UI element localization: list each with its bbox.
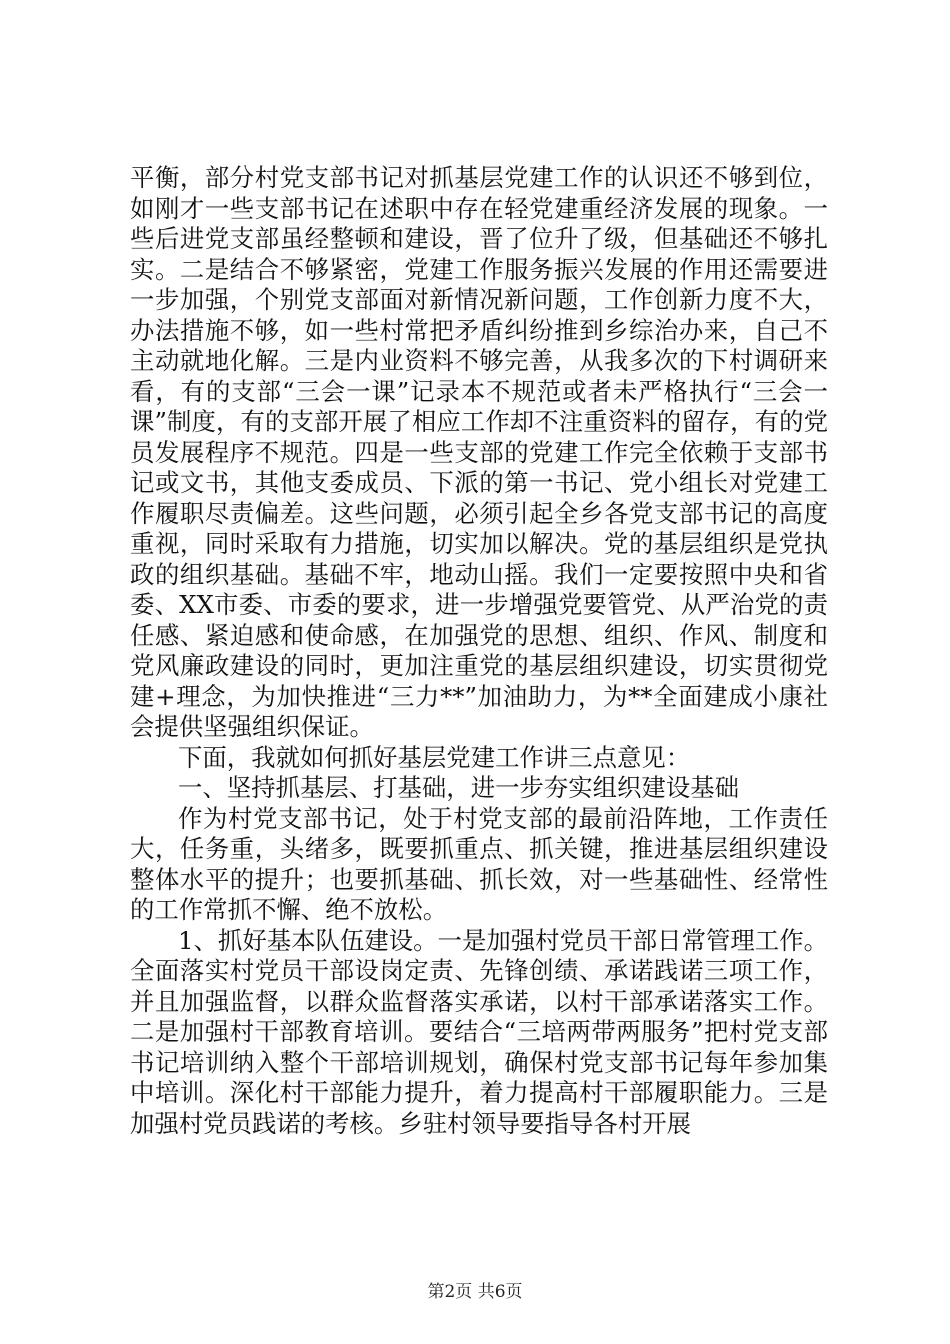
section-heading-one: 一、坚持抓基层、打基础，进一步夯实组织建设基础	[178, 773, 739, 802]
paragraph-branch-secretary: 作为村党支部书记，处于村党支部的最前沿阵地，工作责任大，任务重，头绪多，既要抓重点、抓关键，推进基层组织建设整体水平的提升；也要抓基础、抓长效，对一些基础性、经常性的工作常抓不懈、绝不放松。	[130, 803, 828, 924]
page-footer: 第2页 共6页	[427, 1282, 523, 1302]
document-body	[130, 163, 828, 1139]
paragraph-intro-opinions: 下面，我就如何抓好基层党建工作讲三点意见：	[178, 742, 691, 772]
paragraph-team-building: 1、抓好基本队伍建设。一是加强村党员干部日常管理工作。全面落实村党员干部设岗定责、先锋创绩、承诺践诺三项工作，并且加强监督，以群众监督落实承诺，以村干部承诺落实工作。二是加强村干部教育培训。要结合“三培两带两服务”把村党支部书记培训纳入整个干部培训规划，确保村党支部书记每年参加集中培训。深化村干部能力提升，着力提高村干部履职能力。三是加强村党员践诺的考核。乡驻村领导要指导各村开展	[130, 925, 828, 1138]
paragraph-continuation: 平衡，部分村党支部书记对抓基层党建工作的认识还不够到位，如刚才一些支部书记在述职中存在轻党建重经济发展的现象。一些后进党支部虽经整顿和建设，晋了位升了级，但基础还不够扎实。二是结合不够紧密，党建工作服务振兴发展的作用还需要进一步加强，个别党支部面对新情况新问题，工作创新力度不大，办法措施不够，如一些村常把矛盾纠纷推到乡综治办来，自己不主动就地化解。三是内业资料不够完善，从我多次的下村调研来看，有的支部“三会一课”记录本不规范或者未严格执行“三会一课”制度，有的支部开展了相应工作却不注重资料的留存，有的党员发展程序不规范。四是一些支部的党建工作完全依赖于支部书记或文书，其他支委成员、下派的第一书记、党小组长对党建工作履职尽责偏差。这些问题，必须引起全乡各党支部书记的高度重视，同时采取有力措施，切实加以解决。党的基层组织是党执政的组织基础。基础不牢，地动山摇。我们一定要按照中央和省委、XX市委、市委的要求，进一步增强党要管党、从严治党的责任感、紧迫感和使命感，在加强党的思想、组织、作风、制度和党风廉政建设的同时，更加注重党的基层组织建设，切实贯彻党建+理念，为加快推进“三力**”加油助力，为**全面建成小康社会提供坚强组织保证。	[130, 163, 828, 741]
